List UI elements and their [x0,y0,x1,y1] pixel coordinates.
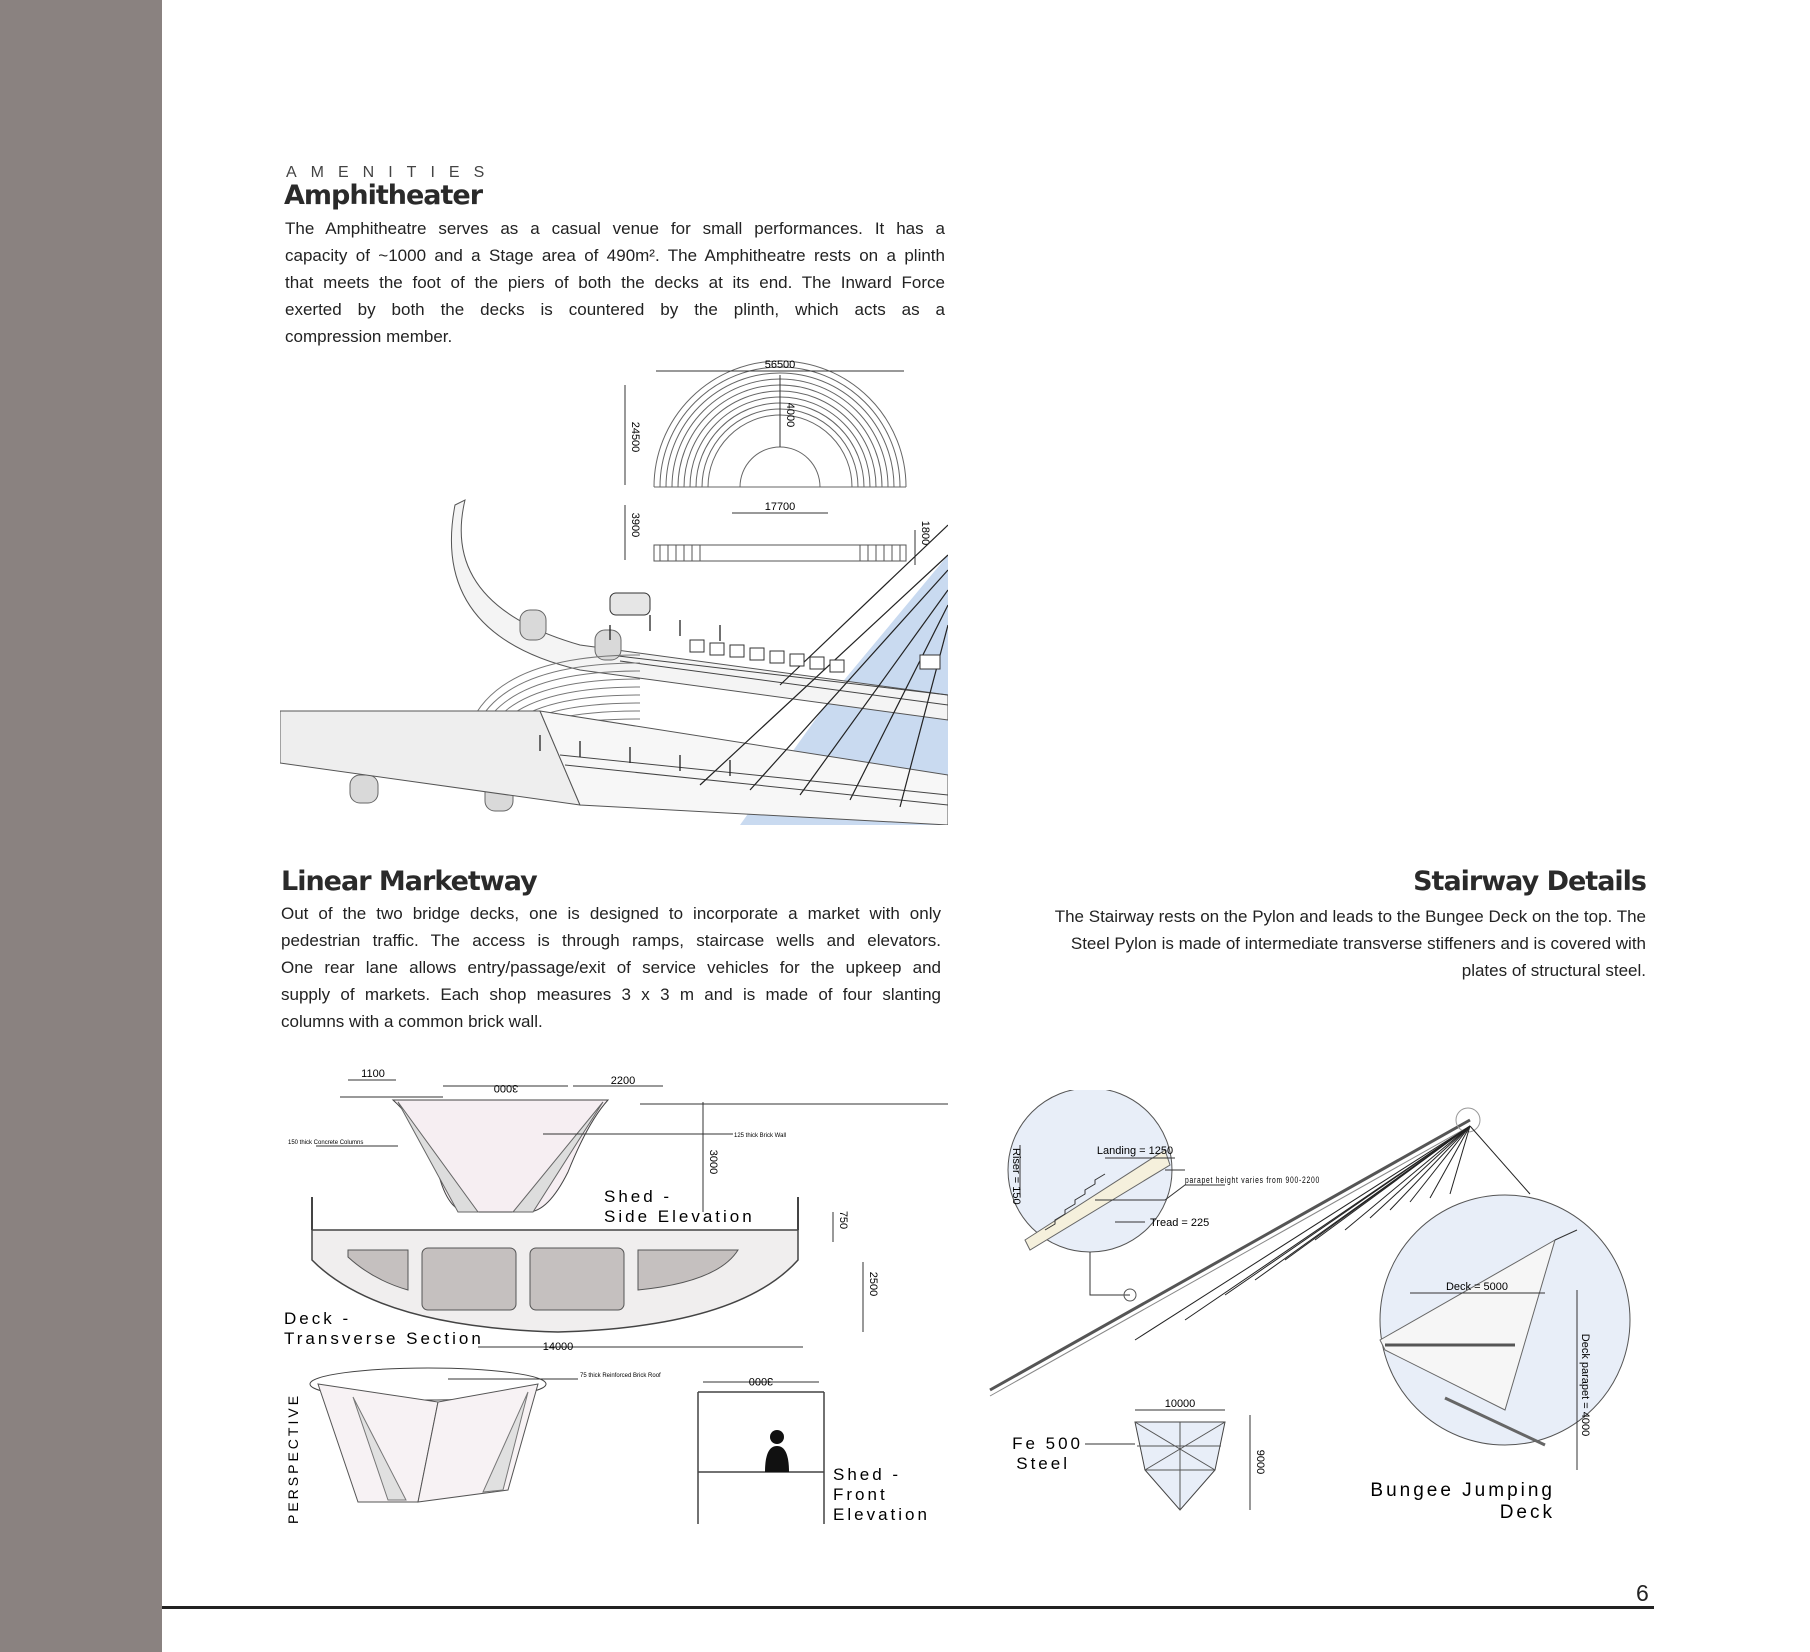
dim-3000-height: 3000 [707,1149,719,1175]
label-shed-front-3: Elevation [833,1505,930,1524]
note-columns: 150 thick Concrete Columns [288,1140,364,1146]
marketway-body-line: pedestrian traffic. The access is through ramps, staircase wells and elevators. [281,931,941,950]
dim-riser: Riser = 150 [1010,1148,1022,1205]
stairway-body [980,903,1646,984]
label-shed-side-1: Shed - [604,1187,673,1206]
stairway-drawing [985,1090,1657,1535]
marketway-body-line: columns with a common brick wall. [281,1012,543,1031]
marketway-drawing [278,1062,948,1537]
section-kicker: AMENITIES [286,164,499,181]
label-shed-front-1: Shed - [833,1465,902,1484]
marketway-title: Linear Marketway [281,866,537,897]
marketway-body-line: Out of the two bridge decks, one is designed to incorporate a market with only [281,904,941,923]
marketway-body [281,900,941,1035]
stairway-body-line: Steel Pylon is made of intermediate transverse stiffeners and is covered with [1070,934,1646,953]
amphitheater-body-line: compression member. [285,327,453,346]
person-silhouette [765,1430,789,1472]
amphitheater-body-line: The Amphitheatre serves as a casual venue for small performances. It has a [285,219,945,238]
dim-landing: Landing = 1250 [1096,1145,1174,1157]
amphitheater-body-line: that meets the foot of the piers of both the decks at its end. The Inward Force [285,273,945,292]
dim-parapet: parapet height varies from 900-2200 [1185,1175,1320,1185]
dim-3900: 3900 [629,512,641,538]
amphitheater-body [285,215,945,350]
dim-deck: Deck = 5000 [1445,1281,1509,1293]
dim-2500: 2500 [867,1271,879,1297]
side-strip [0,0,162,1652]
footer-rule [162,1606,1654,1609]
label-shed-side-2: Side Elevation [604,1207,755,1226]
dim-17700: 17700 [764,501,796,513]
dim-deck-parapet: Deck parapet = 4000 [1579,1333,1591,1437]
dim-14000: 14000 [542,1341,574,1353]
page-number: 6 [1636,1580,1649,1606]
dim-2200: 2200 [610,1075,636,1087]
dim-tread: Tread = 225 [1150,1217,1210,1229]
label-bungee-2: Deck [1499,1502,1555,1523]
label-deck-1: Deck - [284,1309,352,1328]
dim-750: 750 [837,1210,849,1230]
amphitheater-title: Amphitheater [284,180,483,211]
marketway-body-line: One rear lane allows entry/passage/exit of service vehicles for the upkeep and [281,958,941,977]
dim-pylon-width: 10000 [1164,1398,1196,1410]
label-deck-2: Transverse Section [284,1329,484,1348]
label-bungee-1: Bungee Jumping [1370,1480,1555,1501]
dim-pylon-height: 9000 [1254,1449,1266,1475]
stairway-body-line: plates of structural steel. [1461,961,1646,980]
amphitheater-body-line: exerted by both the decks is countered by the plinth, which acts as a [285,300,945,319]
stairway-body-line: The Stairway rests on the Pylon and leads to the Bungee Deck on the top. The [1054,907,1646,926]
label-steel-2: Steel [1016,1454,1070,1473]
label-perspective: PERSPECTIVE [285,1392,301,1524]
dim-4000: 4000 [784,402,796,428]
dim-56500: 56500 [764,359,796,371]
stairway-title: Stairway Details [1413,866,1646,897]
note-roof: 75 thick Reinforced Brick Roof [580,1373,661,1379]
note-brick-wall: 125 thick Brick Wall [734,1133,787,1139]
dim-3000-front: 3000 [748,1375,774,1387]
dim-3000: 3000 [493,1082,519,1094]
amphitheater-drawing [280,355,948,830]
dim-24500: 24500 [629,421,641,453]
marketway-body-line: supply of markets. Each shop measures 3 x 3 m and is made of four slanting [281,985,941,1004]
label-steel-1: Fe 500 [1012,1434,1083,1453]
dim-1100: 1100 [361,1068,385,1080]
dim-1800: 1800 [919,520,931,546]
label-shed-front-2: Front [833,1485,888,1504]
amphitheater-body-line: capacity of ~1000 and a Stage area of 490m². The Amphitheatre rests on a plinth [285,246,945,265]
